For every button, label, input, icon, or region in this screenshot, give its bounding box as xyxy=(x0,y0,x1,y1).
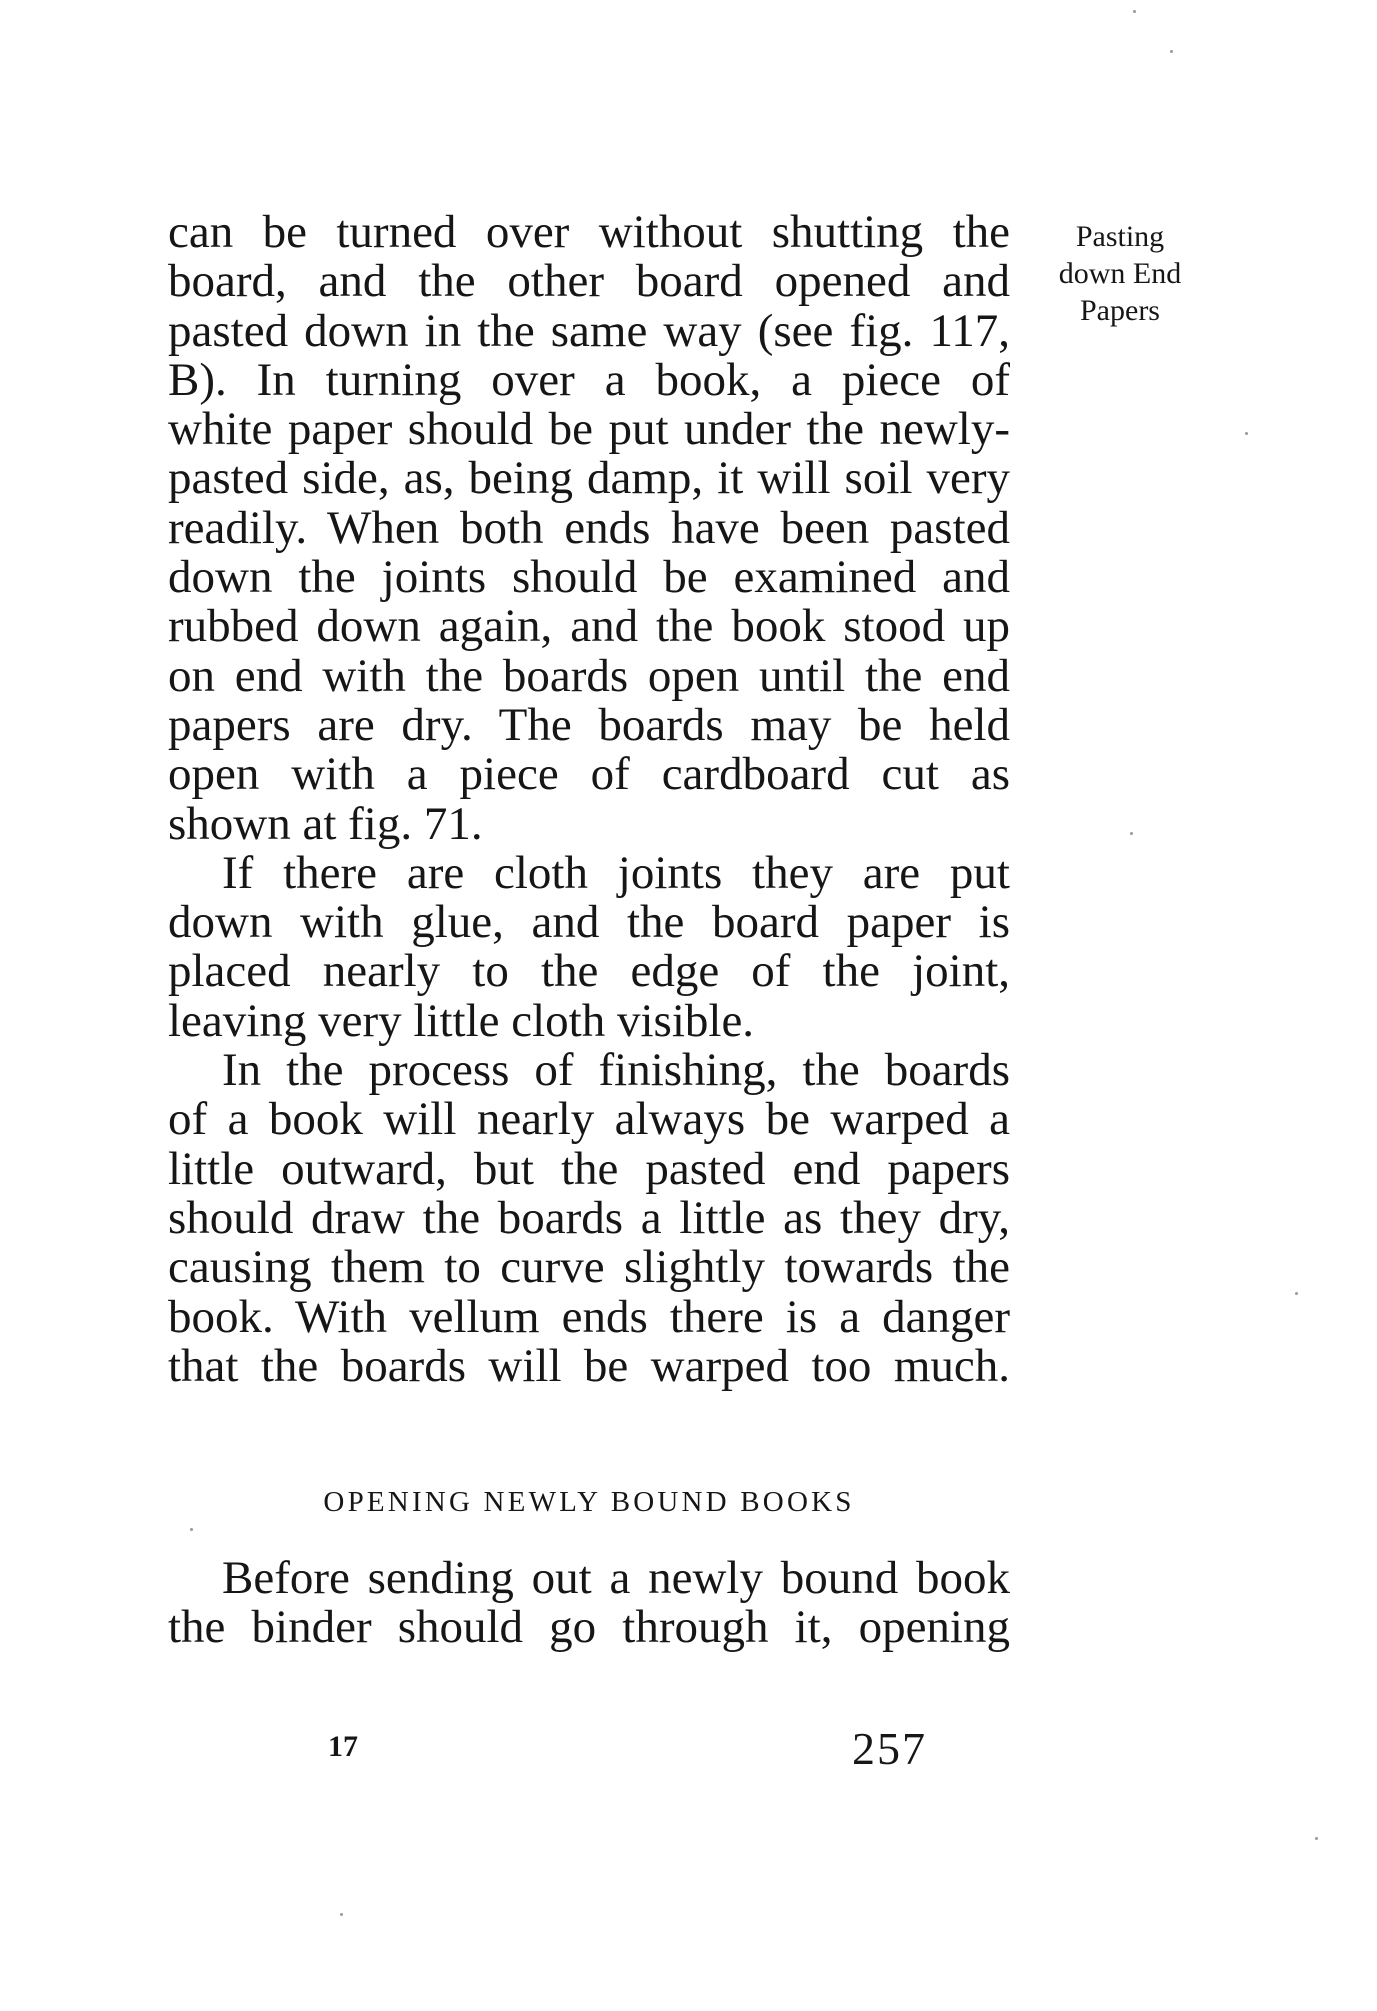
text-line: readily. When both ends have been pasted xyxy=(168,501,1010,554)
text-line: open with a piece of cardboard cut as xyxy=(168,748,1010,801)
margin-note-line: Papers xyxy=(1080,294,1160,327)
text-line: placed nearly to the edge of the joint, xyxy=(168,945,1010,998)
scan-speck xyxy=(1245,432,1248,435)
text-line: shown at fig. 71. xyxy=(168,797,483,850)
text-line: on end with the boards open until the end xyxy=(168,649,1010,702)
section-body-text xyxy=(168,1554,1010,1653)
text-line: papers are dry. The boards may be held xyxy=(168,698,1010,751)
margin-note xyxy=(1030,218,1210,329)
text-line: pasted side, as, being damp, it will soil very xyxy=(168,452,1010,505)
scan-speck xyxy=(190,1528,193,1531)
text-line: that the boards will be warped too much. xyxy=(168,1339,1010,1392)
text-line: white paper should be put under the newly- xyxy=(168,403,1010,456)
body-text xyxy=(168,208,1010,1391)
text-line: down the joints should be examined and xyxy=(168,551,1010,604)
page-number: 257 xyxy=(852,1723,927,1774)
scan-speck xyxy=(1295,1292,1298,1295)
scan-speck xyxy=(340,1913,343,1916)
section-heading: OPENING NEWLY BOUND BOOKS xyxy=(323,1486,855,1518)
text-line: board, and the other board opened and xyxy=(168,255,1010,308)
scan-speck xyxy=(1170,50,1173,53)
scan-speck xyxy=(1315,1837,1318,1840)
text-line: B). In turning over a book, a piece of xyxy=(168,353,1010,406)
text-line: rubbed down again, and the book stood up xyxy=(168,600,1010,653)
text-line: little outward, but the pasted end papers xyxy=(168,1142,1010,1195)
margin-note-line: Pasting xyxy=(1075,220,1165,253)
text-line: Before sending out a newly bound book xyxy=(222,1552,1010,1604)
scan-speck xyxy=(1130,832,1133,835)
text-line: should draw the boards a little as they dry, xyxy=(168,1191,1010,1244)
text-line: If there are cloth joints they are put xyxy=(222,846,1010,899)
text-line: book. With vellum ends there is a danger xyxy=(168,1290,1010,1343)
text-line: leaving very little cloth visible. xyxy=(168,994,755,1047)
scan-speck xyxy=(1133,10,1136,13)
text-line: causing them to curve slightly towards the xyxy=(168,1241,1010,1294)
text-line: the binder should go through it, opening xyxy=(168,1601,1010,1654)
text-line: can be turned over without shutting the xyxy=(168,206,1010,258)
text-line: In the process of finishing, the boards xyxy=(222,1044,1010,1097)
signature-mark: 17 xyxy=(328,1730,358,1763)
text-line: down with glue, and the board paper is xyxy=(168,896,1010,949)
margin-note-line: down End xyxy=(1058,257,1182,290)
text-line: of a book will nearly always be warped a xyxy=(168,1093,1010,1146)
text-line: pasted down in the same way (see fig. 117, xyxy=(168,304,1010,357)
